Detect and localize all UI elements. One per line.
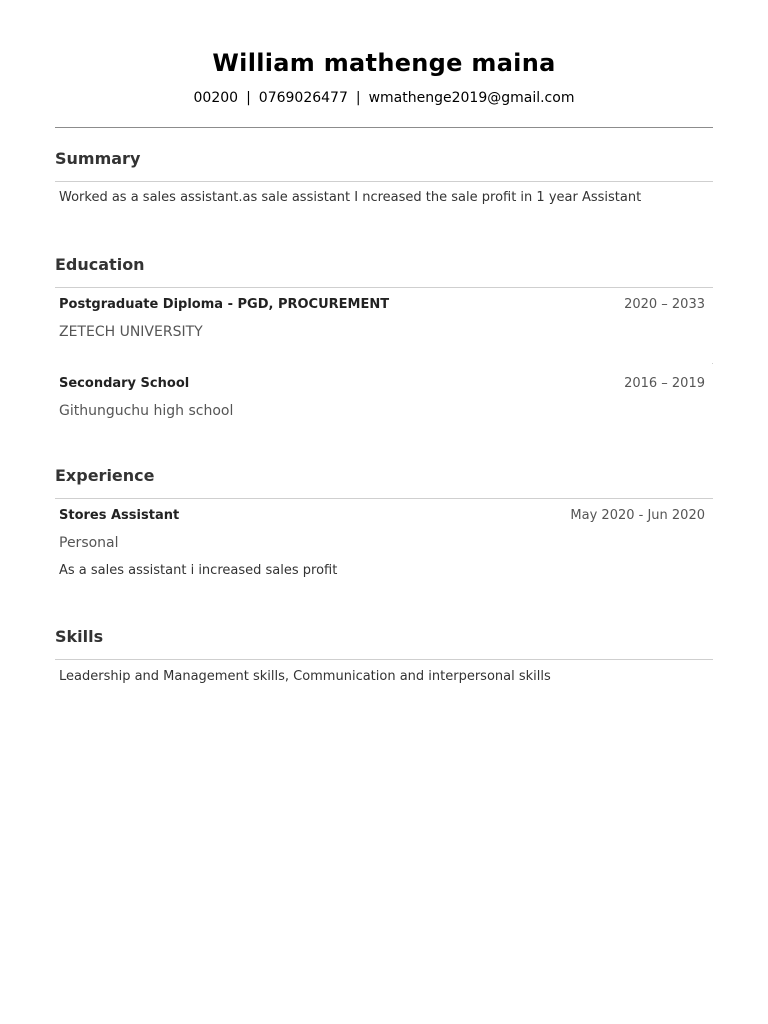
entry-divider-mark (712, 363, 713, 364)
experience-heading: Experience (55, 466, 155, 485)
education-degree: Postgraduate Diploma - PGD, PROCUREMENT (59, 297, 390, 312)
education-degree: Secondary School (59, 376, 190, 391)
candidate-name: William mathenge maina (212, 49, 556, 77)
education-divider (55, 287, 713, 288)
email-address: wmathenge2019@gmail.com (368, 90, 575, 106)
summary-text: Worked as a sales assistant.as sale assistant I ncreased the sale profit in 1 year Assistant (59, 190, 642, 205)
education-dates: 2016 – 2019 (624, 376, 705, 391)
contact-line (55, 88, 713, 108)
experience-description: As a sales assistant i increased sales profit (59, 563, 338, 578)
skills-divider (55, 659, 713, 660)
contact-separator: | (355, 90, 361, 106)
education-heading: Education (55, 255, 145, 274)
experience-role: Stores Assistant (59, 508, 180, 523)
postal-code: 00200 (193, 90, 239, 106)
skills-text: Leadership and Management skills, Communication and interpersonal skills (59, 669, 551, 684)
summary-heading: Summary (55, 149, 141, 168)
education-school: ZETECH UNIVERSITY (59, 324, 203, 340)
contact-separator: | (246, 90, 251, 106)
experience-divider (55, 498, 713, 499)
education-school: Githunguchu high school (59, 403, 234, 419)
experience-company: Personal (59, 535, 119, 551)
summary-divider (55, 181, 713, 182)
phone-number: 0769026477 (258, 90, 348, 106)
education-dates: 2020 – 2033 (624, 297, 705, 312)
header-divider (55, 127, 713, 128)
skills-heading: Skills (55, 627, 104, 646)
experience-dates: May 2020 - Jun 2020 (570, 508, 705, 523)
